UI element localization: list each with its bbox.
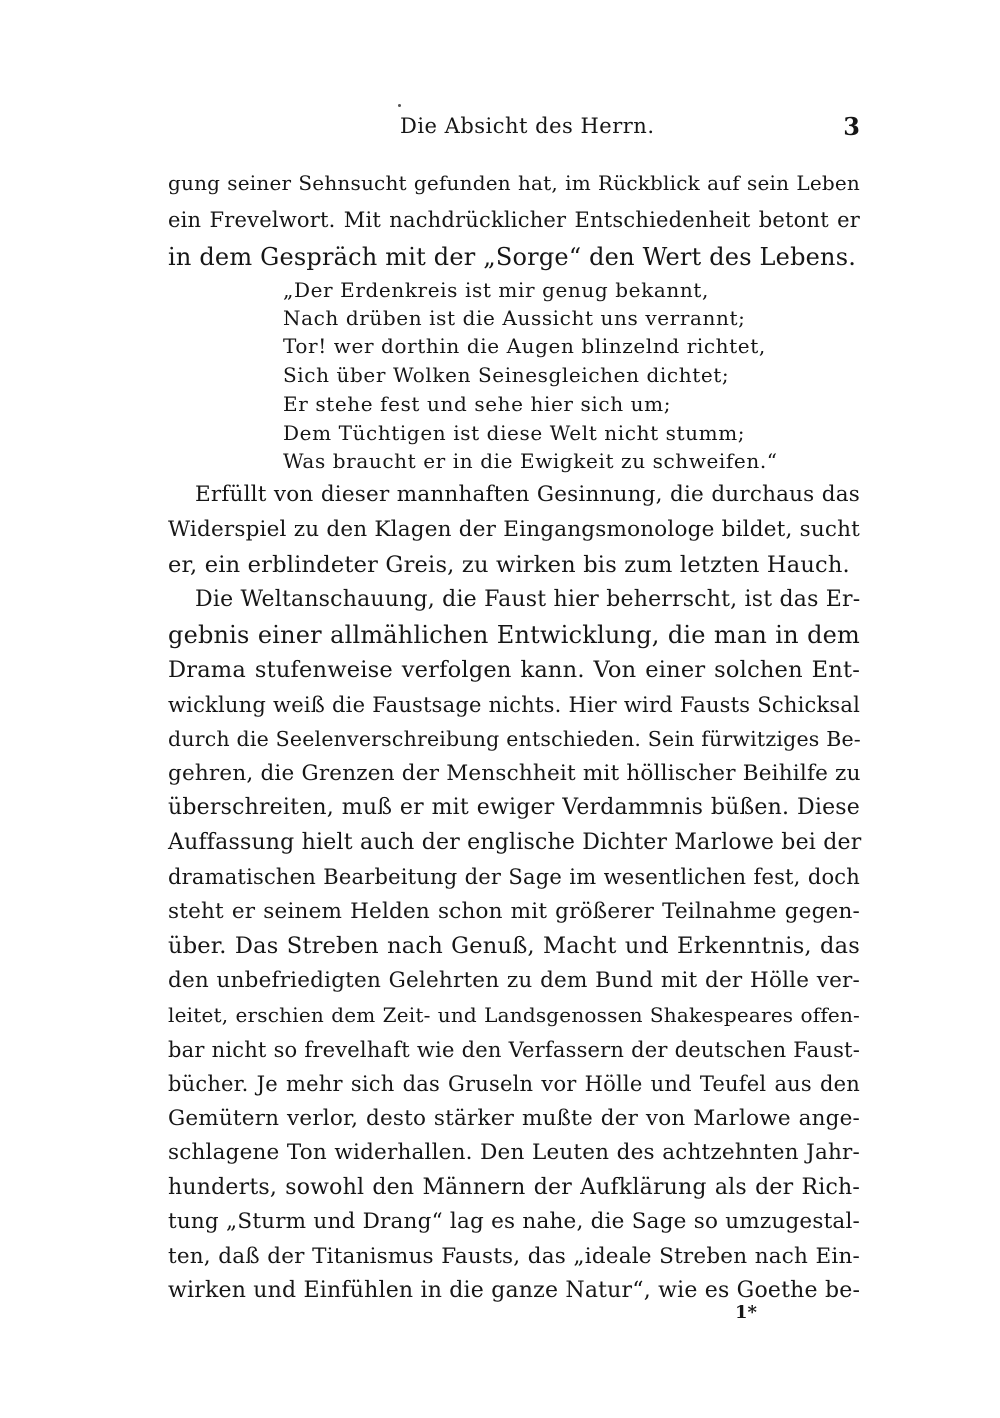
text-line: bücher. Je mehr sich das Gruseln vor Hölle und Teufel aus den xyxy=(168,1072,860,1096)
text-line: Drama stufenweise verfolgen kann. Von einer solchen Ent- xyxy=(168,657,860,683)
text-line: leitet, erschien dem Zeit- und Landsgenossen Shakespeares offen- xyxy=(168,1003,860,1027)
verse-line: Sich über Wolken Seinesgleichen dichtet; xyxy=(283,363,730,387)
page-number: 3 xyxy=(843,112,860,141)
text-line: durch die Seelenverschreibung entschieden. Sein fürwitziges Be- xyxy=(168,727,861,751)
text-line: hunderts, sowohl den Männern der Aufklärung als der Rich- xyxy=(168,1175,860,1200)
text-line: er, ein erblindeter Greis, zu wirken bis zum letzten Hauch. xyxy=(168,552,850,578)
text-line: wicklung weiß die Faustsage nichts. Hier wird Fausts Schicksal xyxy=(168,693,860,717)
text-line: gung seiner Sehnsucht gefunden hat, im Rückblick auf sein Leben xyxy=(168,171,860,195)
text-line: Widerspiel zu den Klagen der Eingangsmonologe bildet, sucht xyxy=(168,517,860,542)
text-line: Die Weltanschauung, die Faust hier beherrscht, ist das Er- xyxy=(195,587,861,612)
verse-line: Tor! wer dorthin die Augen blinzelnd richtet, xyxy=(283,334,766,358)
text-line: tung „Sturm und Drang“ lag es nahe, die Sage so umzugestal- xyxy=(168,1209,860,1234)
verse-line: Dem Tüchtigen ist diese Welt nicht stumm; xyxy=(283,421,746,445)
text-line: überschreiten, muß er mit ewiger Verdammnis büßen. Diese xyxy=(168,795,860,820)
page-header xyxy=(168,114,860,148)
text-line: wirken und Einfühlen in die ganze Natur“, wie es Goethe be- xyxy=(168,1278,861,1303)
text-line: ten, daß der Titanismus Fausts, das „ideale Streben nach Ein- xyxy=(168,1244,860,1269)
text-line: schlagene Ton widerhallen. Den Leuten des achtzehnten Jahr- xyxy=(168,1140,860,1165)
verse-line: Er stehe fest und sehe hier sich um; xyxy=(283,392,672,416)
text-line: gebnis einer allmählichen Entwicklung, die man in dem xyxy=(168,621,860,649)
verse-line: Was braucht er in die Ewigkeit zu schweifen.“ xyxy=(283,449,778,473)
text-line: steht er seinem Helden schon mit größerer Teilnahme gegen- xyxy=(168,899,860,924)
running-title: Die Absicht des Herrn. xyxy=(400,114,655,138)
text-line: Auffassung hielt auch der englische Dichter Marlowe bei der xyxy=(168,830,862,855)
text-line: Erfüllt von dieser mannhaften Gesinnung, die durchaus das xyxy=(195,482,860,507)
verse-line: „Der Erdenkreis ist mir genug bekannt, xyxy=(283,278,709,302)
text-line: über. Das Streben nach Genuß, Macht und Erkenntnis, das xyxy=(168,933,860,959)
text-line: Gemütern verlor, desto stärker mußte der von Marlowe ange- xyxy=(168,1106,860,1131)
text-line: ein Frevelwort. Mit nachdrücklicher Entschiedenheit betont er xyxy=(168,208,860,232)
text-line: bar nicht so frevelhaft wie den Verfassern der deutschen Faust- xyxy=(168,1038,860,1062)
text-line: dramatischen Bearbeitung der Sage im wesentlichen fest, doch xyxy=(168,865,860,889)
ink-speck xyxy=(398,104,401,107)
text-line: gehren, die Grenzen der Menschheit mit höllischer Beihilfe zu xyxy=(168,761,861,786)
text-line: den unbefriedigten Gelehrten zu dem Bund mit der Hölle ver- xyxy=(168,968,860,993)
verse-line: Nach drüben ist die Aussicht uns verrannt; xyxy=(283,306,746,330)
signature-mark: 1* xyxy=(735,1302,757,1323)
text-line: in dem Gespräch mit der „Sorge“ den Wert des Lebens. xyxy=(168,243,857,271)
